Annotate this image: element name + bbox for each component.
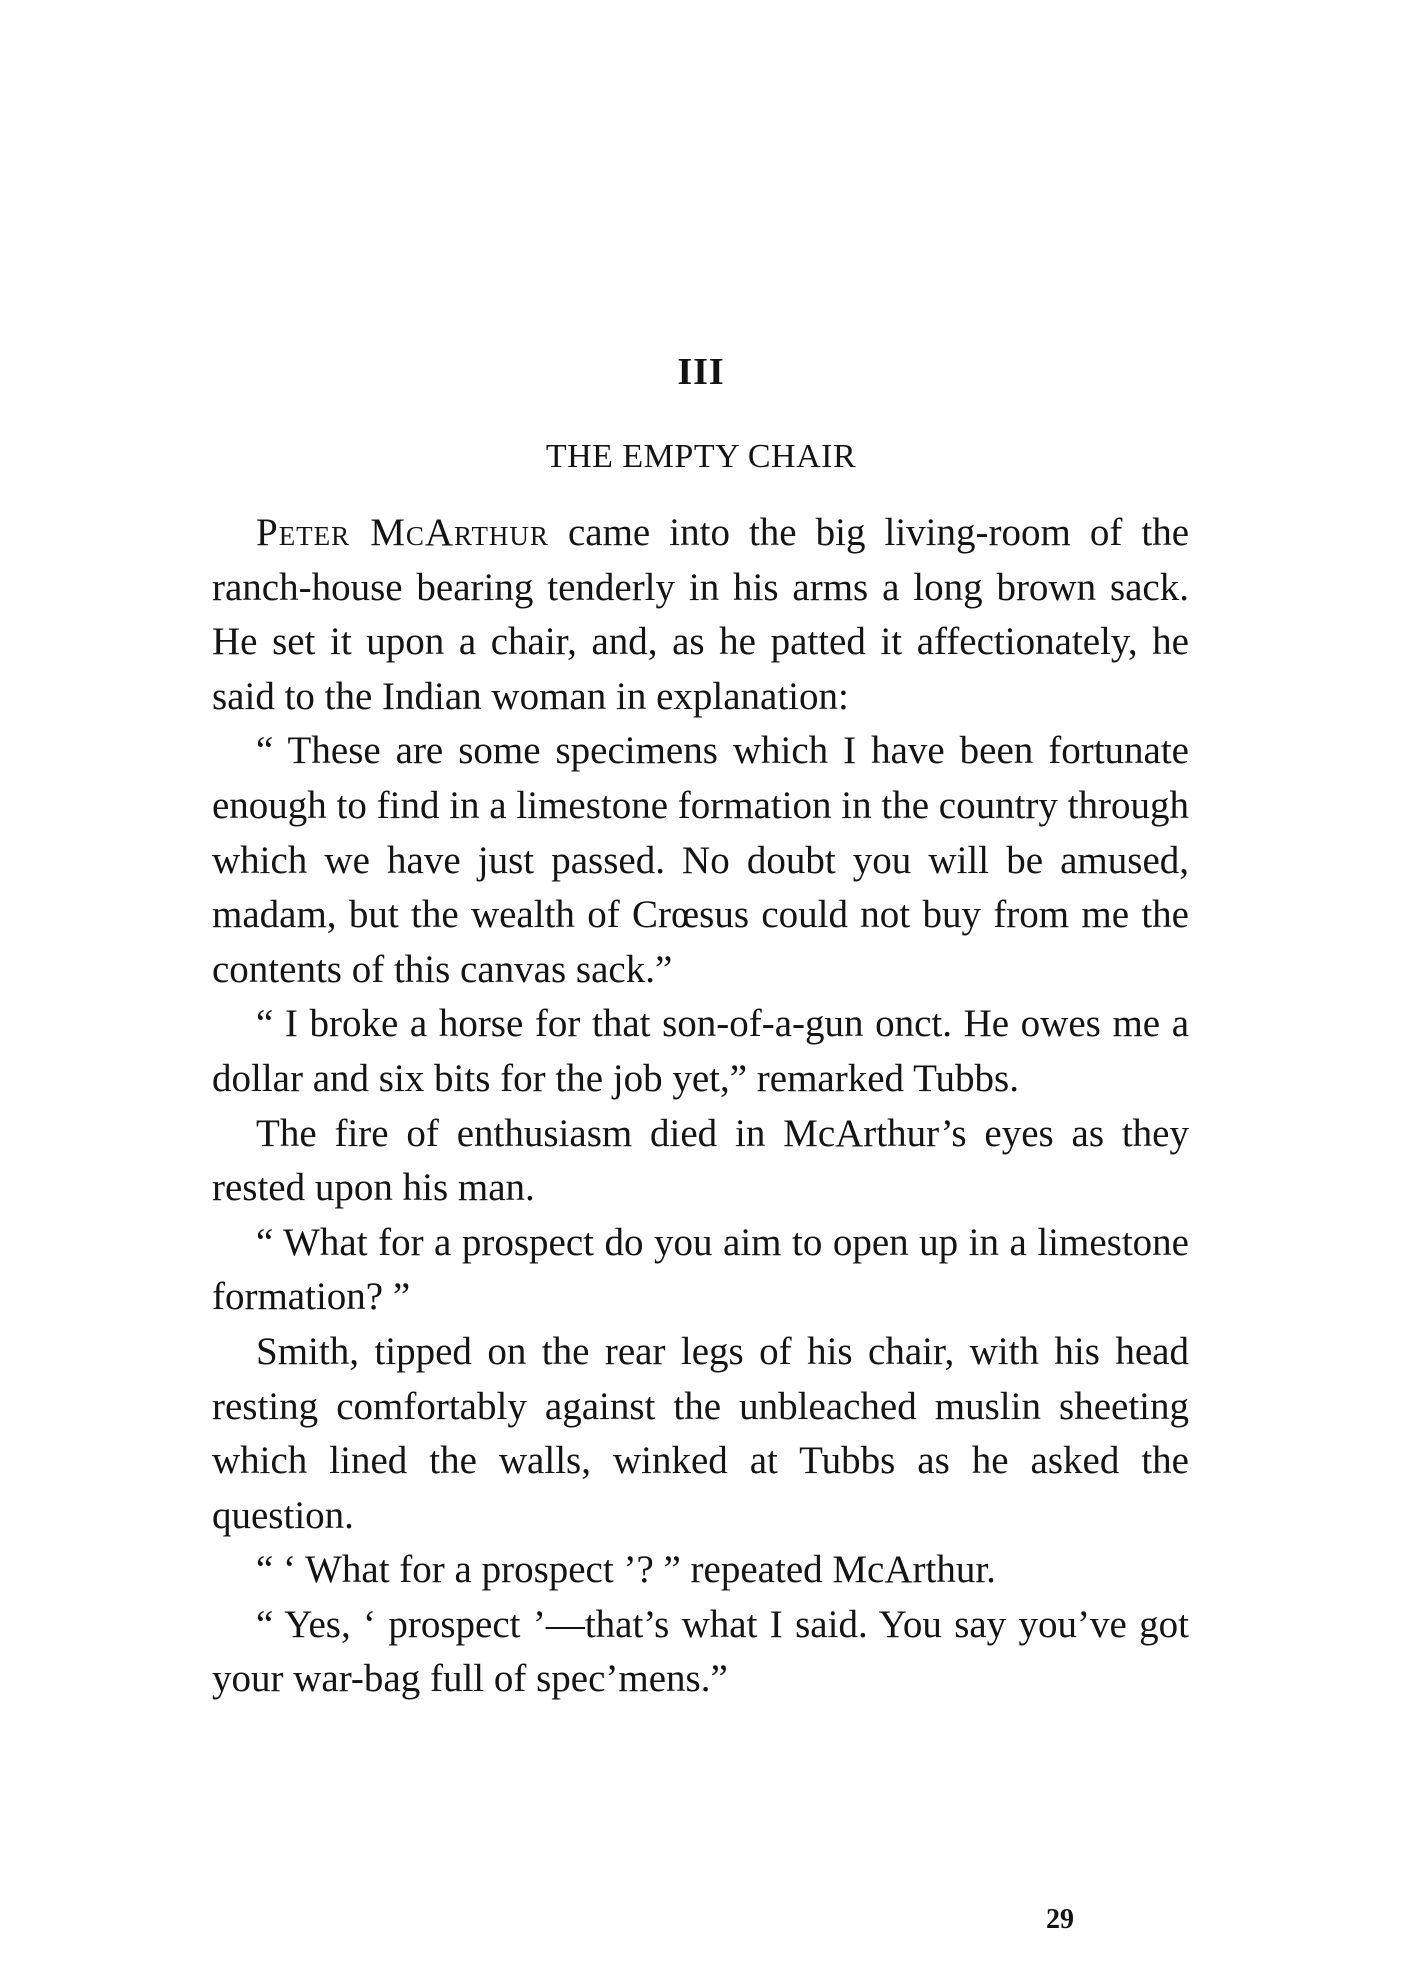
paragraph: “ Yes, ‘ prospect ’—that’s what I said. You say you’ve got your war-bag full of spec’mens.” — [212, 1602, 1189, 1701]
body-text — [212, 506, 1189, 1707]
paragraph-lead: Peter McArthur — [256, 511, 549, 554]
chapter-title: THE EMPTY CHAIR — [545, 438, 857, 475]
paragraph: The fire of enthusiasm died in McArthur’s eyes as they rested upon his man. — [212, 1111, 1189, 1210]
paragraph: “ These are some specimens which I have been fortunate enough to find in a limestone formation in the country through which we have just passed. No doubt you will be amused, madam, but the wealth of Crœsus could not buy from me the contents of this canvas sack.” — [212, 729, 1189, 991]
paragraph-text: came into the big living-room of the ranch-house bearing tenderly in his arms a long brown sack. He set it upon a chair, and, as he patted it affectionately, he said to the Indian woman in explanation: — [212, 511, 1189, 718]
paragraph: Smith, tipped on the rear legs of his chair, with his head resting comfortably against the unbleached muslin sheeting which lined the walls, winked at Tubbs as he asked the question. — [212, 1329, 1189, 1537]
page-number: 29 — [1046, 1904, 1074, 1935]
chapter-number: III — [677, 351, 725, 393]
paragraph: “ What for a prospect do you aim to open up in a limestone formation? ” — [212, 1220, 1189, 1319]
paragraph — [212, 506, 1189, 724]
paragraph: “ ‘ What for a prospect ’? ” repeated McArthur. — [256, 1548, 996, 1592]
paragraph: “ I broke a horse for that son-of-a-gun onct. He owes me a dollar and six bits for the job yet,” remarked Tubbs. — [212, 1002, 1189, 1100]
